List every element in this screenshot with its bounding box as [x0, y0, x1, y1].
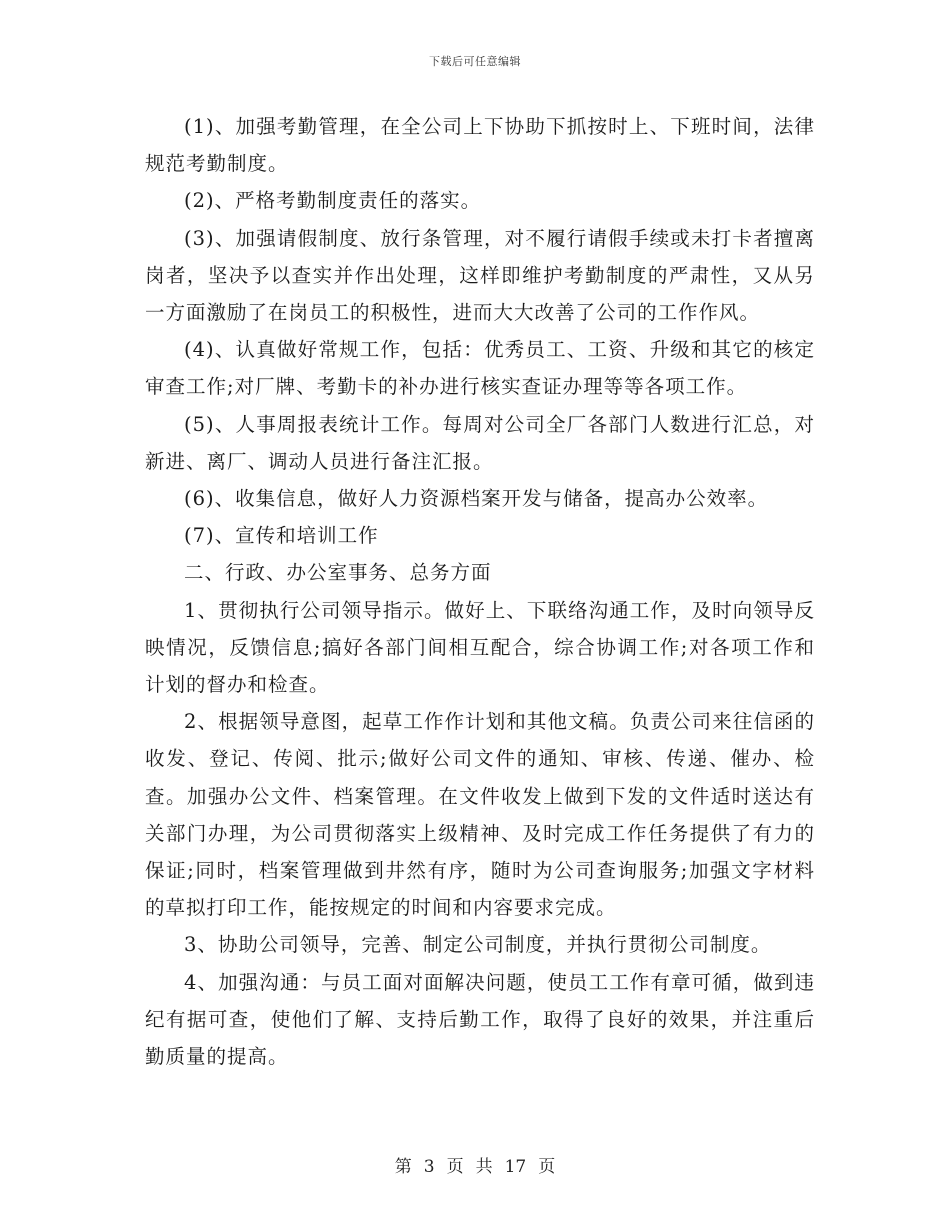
- footer-ye-2: 页: [538, 1157, 556, 1177]
- section-heading-admin: 二、行政、办公室事务、总务方面: [184, 561, 492, 585]
- document-body: [145, 108, 815, 1075]
- paragraph-training: (7)、宣传和培训工作: [184, 524, 379, 548]
- page-number-current: 3: [423, 1157, 435, 1177]
- paragraph-attendance-responsibility: (2)、严格考勤制度责任的落实。: [184, 189, 482, 213]
- paragraph-leadership-instructions: 1、贯彻执行公司领导指示。做好上、下联络沟通工作，及时向领导反映情况，反馈信息;搞好各部门间相互配合，综合协调工作;对各项工作和计划的督办和检查。: [145, 598, 815, 697]
- page-number-total: 17: [504, 1157, 527, 1177]
- paragraph-drafting-documents: 2、根据领导意图，起草工作作计划和其他文稿。负责公司来往信函的收发、登记、传阅、批示;做好公司文件的通知、审核、传递、催办、检查。加强办公文件、档案管理。在文件收发上做到下发的文件适时送达有关部门办理，为公司贯彻落实上级精神、及时完成工作任务提供了有力的保证;同时，档案管理做到井然有序，随时为公司查询服务;加强文字材料的草拟打印工作，能按规定的时间和内容要求完成。: [145, 710, 815, 920]
- paragraph-leave-management: (3)、加强请假制度、放行条管理，对不履行请假手续或未打卡者擅离岗者，坚决予以查实并作出处理，这样即维护考勤制度的严肃性，又从另一方面激励了在岗员工的积极性，进而大大改善了公司的工作作风。: [145, 226, 815, 325]
- paragraph-attendance-management: (1)、加强考勤管理，在全公司上下协助下抓按时上、下班时间，法律规范考勤制度。: [145, 115, 815, 176]
- footer-ye: 页: [446, 1157, 464, 1177]
- page-footer: [0, 1152, 950, 1177]
- paragraph-company-system: 3、协助公司领导，完善、制定公司制度，并执行贯彻公司制度。: [184, 933, 772, 957]
- paragraph-weekly-report: (5)、人事周报表统计工作。每周对公司全厂各部门人数进行汇总，对新进、离厂、调动人员进行备注汇报。: [145, 412, 815, 473]
- footer-gong: 共: [475, 1157, 493, 1177]
- page-header-note: 下载后可任意编辑: [429, 55, 521, 68]
- paragraph-communication: 4、加强沟通：与员工面对面解决问题，使员工工作有章可循，做到违纪有据可查，使他们了解、支持后勤工作，取得了良好的效果，并注重后勤质量的提高。: [145, 970, 815, 1069]
- footer-di: 第: [394, 1157, 412, 1177]
- paragraph-information-collection: (6)、收集信息，做好人力资源档案开发与储备，提高办公效率。: [184, 487, 769, 511]
- paragraph-routine-work: (4)、认真做好常规工作，包括：优秀员工、工资、升级和其它的核定审查工作;对厂牌、考勤卡的补办进行核实查证办理等等各项工作。: [145, 338, 815, 399]
